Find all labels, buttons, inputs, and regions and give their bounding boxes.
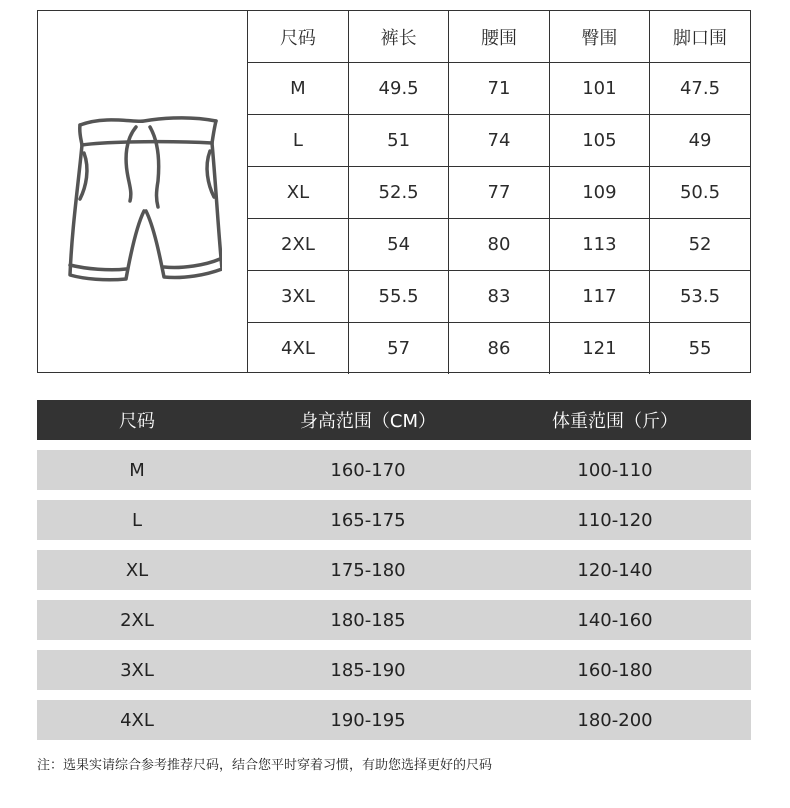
table-row	[248, 271, 750, 323]
weight-range-cell: 180-200	[577, 709, 653, 731]
height-range-cell: 190-195	[330, 709, 406, 731]
size-cell: XL	[248, 167, 348, 219]
weight-range-cell: 120-140	[577, 559, 653, 581]
header-height-range: 身高范围（CM）	[299, 411, 437, 432]
waist-cell: 80	[449, 219, 549, 271]
pant-length-cell: 54	[348, 219, 448, 271]
height-range-cell: 175-180	[330, 559, 406, 581]
table-row	[37, 600, 751, 640]
pant-length-cell: 57	[348, 323, 448, 375]
size-cell: M	[129, 459, 145, 481]
header-hip: 臀围	[549, 11, 649, 63]
size-cell: M	[248, 63, 348, 115]
size-cell: 3XL	[248, 271, 348, 323]
header-weight-range: 体重范围（斤）	[552, 411, 678, 432]
measurement-chart	[37, 10, 751, 373]
size-cell: XL	[125, 559, 149, 581]
leg-opening-cell: 52	[650, 219, 750, 271]
weight-range-cell: 100-110	[577, 459, 653, 481]
waist-cell: 86	[449, 323, 549, 375]
size-cell: L	[131, 509, 143, 531]
fit-table-header	[37, 400, 751, 440]
table-row	[37, 700, 751, 740]
leg-opening-cell: 50.5	[650, 167, 750, 219]
leg-opening-cell: 53.5	[650, 271, 750, 323]
header-pant-length: 裤长	[348, 11, 448, 63]
waist-cell: 83	[449, 271, 549, 323]
height-range-cell: 165-175	[330, 509, 406, 531]
header-leg-opening: 脚口围	[650, 11, 750, 63]
hip-cell: 109	[549, 167, 649, 219]
table-row	[37, 650, 751, 690]
size-cell: 2XL	[120, 609, 154, 631]
pant-length-cell: 52.5	[348, 167, 448, 219]
size-advice-footnote: 注：选果实请综合参考推荐尺码，结合您平时穿着习惯，有助您选择更好的尺码	[37, 758, 493, 773]
table-row	[248, 323, 750, 375]
measurement-table	[248, 11, 750, 374]
hip-cell: 105	[549, 115, 649, 167]
waist-cell: 71	[449, 63, 549, 115]
hip-cell: 117	[549, 271, 649, 323]
size-cell: 4XL	[120, 709, 154, 731]
hip-cell: 121	[549, 323, 649, 375]
size-cell: 3XL	[120, 659, 154, 681]
weight-range-cell: 140-160	[577, 609, 653, 631]
measurement-header-row	[248, 11, 750, 63]
table-row	[248, 167, 750, 219]
table-row	[37, 500, 751, 540]
table-row	[37, 450, 751, 490]
height-range-cell: 185-190	[330, 659, 406, 681]
height-range-cell: 160-170	[330, 459, 406, 481]
table-row	[248, 115, 750, 167]
shorts-illustration	[38, 11, 248, 372]
leg-opening-cell: 55	[650, 323, 750, 375]
waist-cell: 74	[449, 115, 549, 167]
hip-cell: 101	[549, 63, 649, 115]
header-size: 尺码	[119, 411, 155, 432]
header-size: 尺码	[248, 11, 348, 63]
waist-cell: 77	[449, 167, 549, 219]
table-row	[248, 63, 750, 115]
pant-length-cell: 49.5	[348, 63, 448, 115]
hip-cell: 113	[549, 219, 649, 271]
header-waist: 腰围	[449, 11, 549, 63]
size-cell: 4XL	[248, 323, 348, 375]
size-cell: 2XL	[248, 219, 348, 271]
weight-range-cell: 110-120	[577, 509, 653, 531]
size-cell: L	[248, 115, 348, 167]
table-row	[248, 219, 750, 271]
shorts-icon	[66, 107, 222, 293]
weight-range-cell: 160-180	[577, 659, 653, 681]
table-row	[37, 550, 751, 590]
leg-opening-cell: 49	[650, 115, 750, 167]
height-range-cell: 180-185	[330, 609, 406, 631]
leg-opening-cell: 47.5	[650, 63, 750, 115]
pant-length-cell: 51	[348, 115, 448, 167]
pant-length-cell: 55.5	[348, 271, 448, 323]
